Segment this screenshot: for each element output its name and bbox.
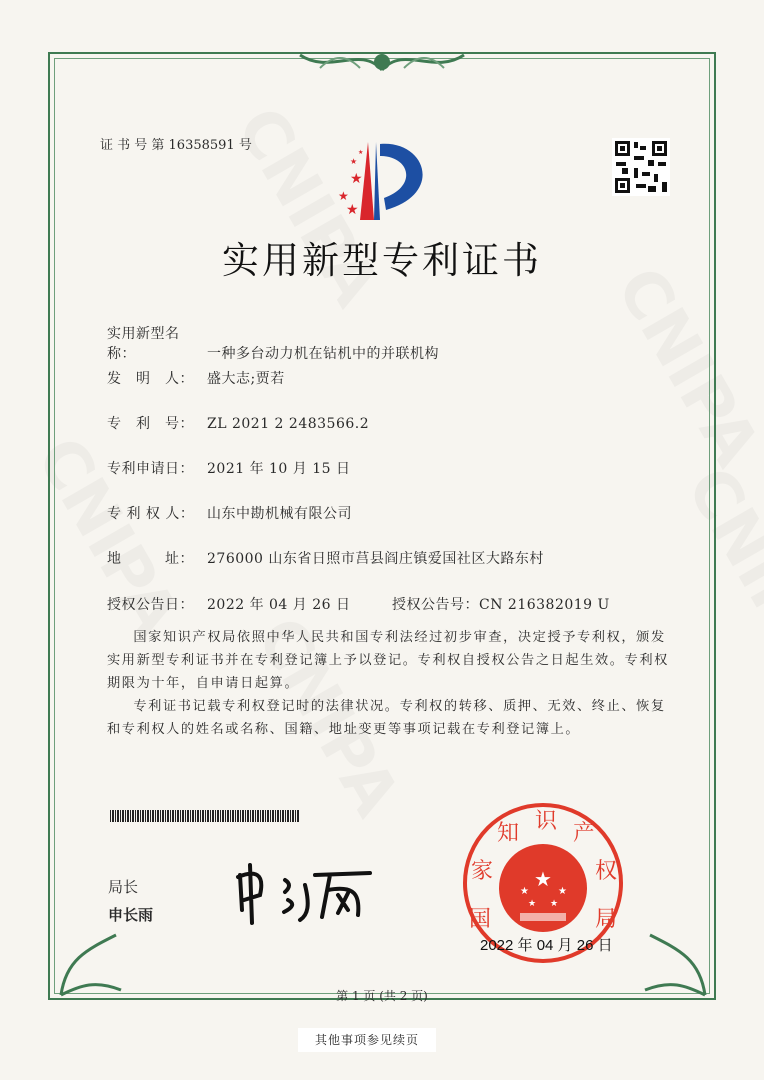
barcode	[110, 810, 300, 822]
field-row	[107, 503, 352, 523]
svg-text:产: 产	[572, 821, 596, 846]
field-row	[107, 548, 544, 568]
field-label: 地 址：	[107, 551, 194, 567]
svg-text:★: ★	[520, 886, 529, 897]
field-row	[107, 458, 351, 478]
field-label: 发 明 人：	[107, 371, 194, 387]
svg-text:权: 权	[594, 859, 618, 884]
signatory-title: 局长	[108, 878, 139, 896]
paragraph: 专利证书记载专利权登记时的法律状况。专利权的转移、质押、无效、终止、恢复和专利权人的姓名或名称、国籍、地址变更等事项记载在专利登记簿上。	[107, 699, 666, 737]
seal-date: 2022 年 04 月 26 日	[480, 937, 613, 954]
cnipa-logo	[330, 138, 440, 224]
page-title: 实用新型专利证书	[222, 239, 542, 282]
svg-text:★: ★	[346, 202, 359, 218]
field-row	[107, 413, 369, 433]
field-value: CN 216382019 U	[479, 597, 610, 613]
svg-text:国: 国	[468, 907, 492, 932]
field-label: 授权公告号：	[392, 597, 479, 613]
svg-text:★: ★	[338, 189, 349, 203]
field-value: 一种多台动力机在钻机中的并联机构	[207, 346, 439, 362]
paragraph: 国家知识产权局依照中华人民共和国专利法经过初步审查，决定授予专利权，颁发实用新型专利证书并在专利登记簿上予以登记。专利权自授权公告之日起生效。专利权期限为十年，自申请日起算。	[107, 630, 669, 691]
field-label: 专 利 权 人：	[107, 506, 195, 522]
field-value: 2021 年 10 月 15 日	[207, 461, 351, 477]
svg-text:局: 局	[594, 907, 618, 932]
svg-text:识: 识	[534, 809, 558, 834]
field-row	[107, 323, 439, 363]
svg-text:★: ★	[350, 157, 358, 166]
qr-code	[612, 138, 670, 196]
field-value: 2022 年 04 月 26 日	[207, 597, 351, 613]
field-label: 专 利 号：	[107, 416, 194, 432]
signature	[230, 855, 395, 925]
signatory-name: 申长雨	[108, 906, 154, 924]
svg-text:★: ★	[534, 867, 552, 891]
svg-text:★: ★	[558, 886, 567, 897]
svg-text:★: ★	[528, 899, 537, 909]
field-row	[107, 368, 285, 388]
svg-text:★: ★	[550, 899, 559, 909]
svg-text:★: ★	[350, 171, 363, 187]
top-ornament	[290, 40, 474, 80]
field-value: 276000 山东省日照市莒县阎庄镇爱国社区大路东村	[207, 551, 544, 567]
svg-text:知: 知	[496, 821, 520, 846]
field-row	[107, 594, 351, 614]
page-info: 第 1 页 (共 2 页)	[336, 989, 428, 1003]
field-label: 授权公告日：	[107, 597, 194, 613]
field-value: ZL 2021 2 2483566.2	[207, 416, 370, 432]
field-value: 山东中勘机械有限公司	[207, 506, 352, 522]
field-value: 盛大志;贾若	[207, 371, 285, 387]
field-label: 专利申请日：	[107, 461, 194, 477]
field-label: 实用新型名称：	[107, 326, 180, 362]
certificate-number: 证 书 号 第 16358591 号	[100, 138, 252, 153]
svg-text:家: 家	[470, 859, 494, 884]
svg-text:★: ★	[358, 149, 364, 156]
announcement-number	[392, 594, 610, 614]
continuation-note: 其他事项参见续页	[298, 1028, 436, 1052]
